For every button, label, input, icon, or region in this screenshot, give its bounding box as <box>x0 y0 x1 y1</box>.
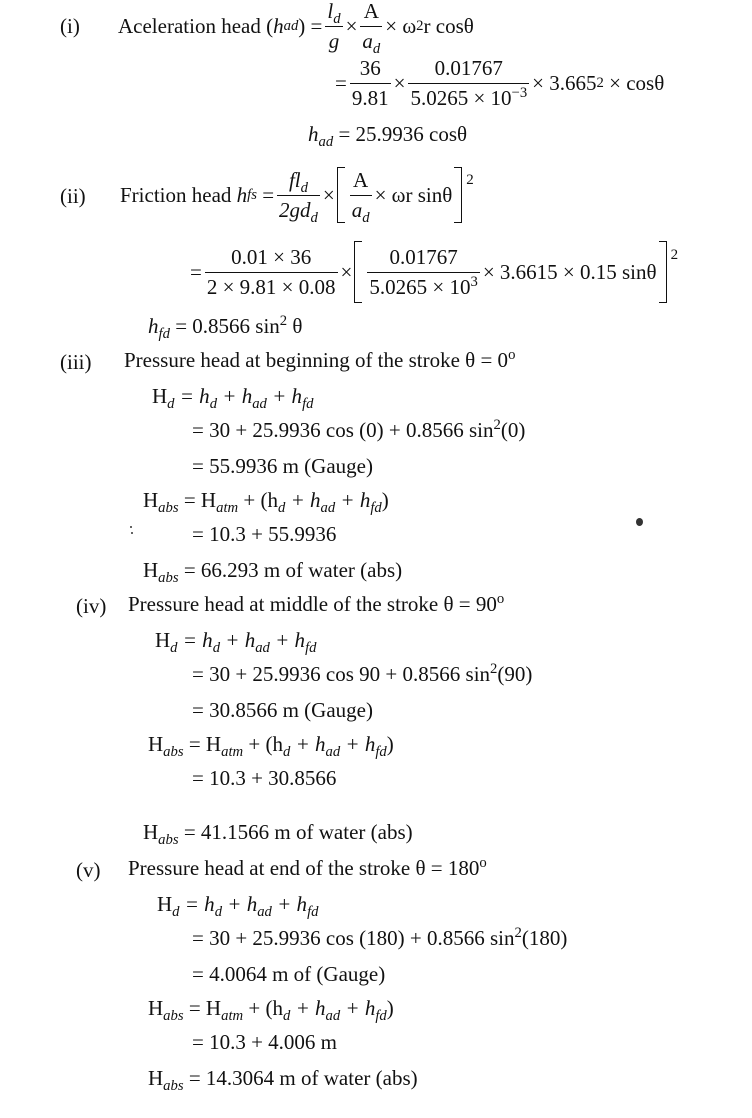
friction-head-substitution: = $\frac{0.01 \times 36}{2 \times 9.81 \times 0.08}$ × $\frac{0.01767}{5.0265 \times 10^3}$ × 3.6615 × 0.15 sinθ 2 <box>190 236 678 308</box>
friction-head-formula: Friction head h fs = $\frac{fl_d}{2gd_d}$ × $\frac{A}{a_d}$ × ωr sinθ 2 <box>120 168 474 226</box>
acceleration-head-formula: Aceleration head ( h ad ) = $\frac{l_d}{g}$ × $\frac{A}{a_d}$ × ω 2 r cosθ <box>118 0 474 57</box>
right-bracket-2 <box>659 241 667 303</box>
s5-title: Pressure head at end of the stroke $\theta = 180^o$ <box>128 854 487 880</box>
ink-speck <box>636 518 643 526</box>
s3-line1: = 30 + 25.9936 cos (0) + 0.8566 $\sin^2(0)$ <box>192 416 526 442</box>
s3-line2: = 55.9936 m (Gauge) <box>192 454 373 478</box>
s5-abs-eq: $H_{abs} = H_{atm} + (h_d + h_{ad} + h_{fd})$ <box>148 996 394 1025</box>
left-bracket <box>337 167 345 223</box>
acceleration-head-substitution: = $\frac{36}{9.81}$ × $\frac{0.01767}{5.0265 \times 10^{-3}}$ × 3.665 2 × cosθ <box>335 56 665 110</box>
right-bracket <box>454 167 462 223</box>
s3-title: Pressure head at beginning of the stroke $\theta = 0^o$ <box>124 346 516 372</box>
s1-frac-area: $\frac{0.01767}{5.0265 \times 10^{-3}}$ <box>410 56 528 110</box>
s3-abs-eq: $H_{abs} = H_{atm} + (h_d + h_{ad} + h_{fd})$ <box>143 488 389 517</box>
label-ii: (ii) <box>60 184 86 208</box>
s3-result: $H_{abs} = 66.293$ m of water (abs) <box>143 558 403 587</box>
ink-speck <box>131 532 133 534</box>
s4-hd-eq: $H_d = h_d + h_{ad} + h_{fd}$ <box>155 628 317 657</box>
s2-frac-A-ad: $\frac{A}{a_d}$ <box>351 168 370 226</box>
s4-abs-eq: $H_{abs} = H_{atm} + (h_d + h_{ad} + h_{fd})$ <box>148 732 394 761</box>
ink-speck <box>130 526 132 528</box>
s4-line2: = 30.8566 m (Gauge) <box>192 698 373 722</box>
s5-line2: = 4.0064 m of (Gauge) <box>192 962 386 986</box>
s5-hd-eq: $H_d = h_d + h_{ad} + h_{fd}$ <box>157 892 319 921</box>
s2-frac-0.01x36: $\frac{0.01 \times 36}{2 \times 9.81 \times 0.08}$ <box>206 245 336 299</box>
s4-title: Pressure head at middle of the stroke $\theta = 90^o$ <box>128 590 505 616</box>
s5-line3: = 10.3 + 4.006 m <box>192 1030 338 1054</box>
label-iv: (iv) <box>76 594 107 618</box>
s2-frac-area: $\frac{0.01767}{5.0265 \times 10^3}$ <box>369 245 478 299</box>
s1-frac-ld-g: $\frac{l_d}{g}$ <box>327 0 341 53</box>
s5-line1: = 30 + 25.9936 cos (180) + 0.8566 $\sin^2(180)$ <box>192 924 568 950</box>
left-bracket-2 <box>354 241 362 303</box>
s1-title: Aceleration head <box>118 13 261 38</box>
s1-frac-A-ad: $\frac{A}{a_d}$ <box>362 0 381 57</box>
s2-frac-fld: $\frac{fl_d}{2gd_d}$ <box>279 168 318 226</box>
acceleration-head-result: $h_{ad} = 25.9936$ cosθ <box>308 122 468 151</box>
s4-result: $H_{abs} = 41.1566$ m of water (abs) <box>143 820 413 849</box>
label-iii: (iii) <box>60 350 92 374</box>
s5-result: $H_{abs} = 14.3064$ m of water (abs) <box>148 1066 418 1095</box>
friction-head-result: $h_{fd} = 0.8566$ $\sin^2 \theta$ <box>148 312 303 343</box>
s3-line3: = 10.3 + 55.9936 <box>192 522 337 546</box>
label-i: (i) <box>60 14 80 38</box>
label-v: (v) <box>76 858 101 882</box>
s3-hd-eq: $H_d = h_d + h_{ad} + h_{fd}$ <box>152 384 314 413</box>
s1-frac-36: $\frac{36}{9.81}$ <box>351 56 389 110</box>
s4-line1: = 30 + 25.9936 cos 90 + 0.8566 $\sin^2(90)$ <box>192 660 533 686</box>
s4-line3: = 10.3 + 30.8566 <box>192 766 337 790</box>
